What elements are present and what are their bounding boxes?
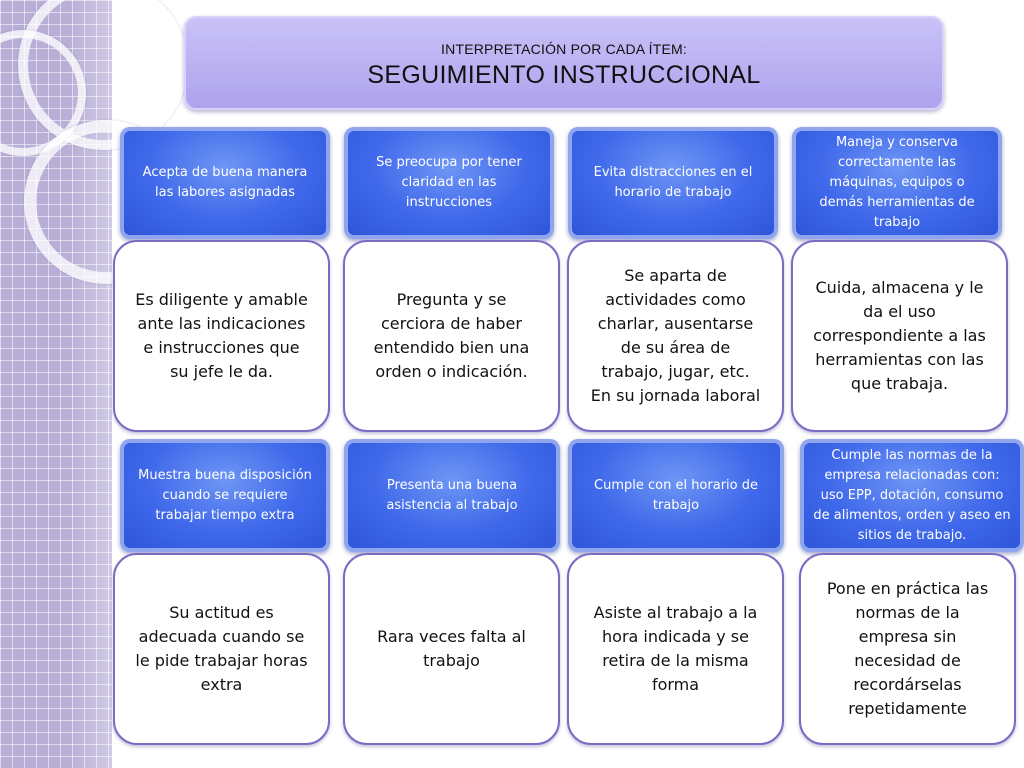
item-description-acepta-labores: Es diligente y amable ante las indicaciones e instrucciones que su jefe le da. xyxy=(113,240,330,432)
item-description-maneja-herramientas: Cuida, almacena y le da el uso correspondiente a las herramientas con las que trabaja. xyxy=(791,240,1008,432)
page-title: SEGUIMIENTO INSTRUCCIONAL xyxy=(367,61,761,89)
item-header-tiempo-extra: Muestra buena disposición cuando se requiere trabajar tiempo extra xyxy=(120,439,330,552)
item-header-asistencia: Presenta una buena asistencia al trabajo xyxy=(344,439,560,552)
item-description-evita-distracciones: Se aparta de actividades como charlar, ausentarse de su área de trabajo, jugar, etc. En su jornada laboral xyxy=(567,240,784,432)
item-header-claridad-instrucciones: Se preocupa por tener claridad en las instrucciones xyxy=(344,127,554,239)
item-description-claridad-instrucciones: Pregunta y se cerciora de haber entendido bien una orden o indicación. xyxy=(343,240,560,432)
item-header-normas-empresa: Cumple las normas de la empresa relacionadas con: uso EPP, dotación, consumo de alimentos, orden y aseo en sitios de trabajo. xyxy=(800,439,1024,552)
item-description-asistencia: Rara veces falta al trabajo xyxy=(343,553,560,745)
title-subheading: INTERPRETACIÓN POR CADA ÍTEM: xyxy=(441,41,687,57)
item-header-evita-distracciones: Evita distracciones en el horario de trabajo xyxy=(568,127,778,239)
item-header-acepta-labores: Acepta de buena manera las labores asignadas xyxy=(120,127,330,239)
item-description-tiempo-extra: Su actitud es adecuada cuando se le pide trabajar horas extra xyxy=(113,553,330,745)
title-box xyxy=(184,16,944,110)
item-description-normas-empresa: Pone en práctica las normas de la empresa sin necesidad de recordárselas repetidamente xyxy=(799,553,1016,745)
item-header-maneja-herramientas: Maneja y conserva correctamente las máquinas, equipos o demás herramientas de trabajo xyxy=(792,127,1002,239)
item-description-horario: Asiste al trabajo a la hora indicada y se retira de la misma forma xyxy=(567,553,784,745)
item-header-horario: Cumple con el horario de trabajo xyxy=(568,439,784,552)
